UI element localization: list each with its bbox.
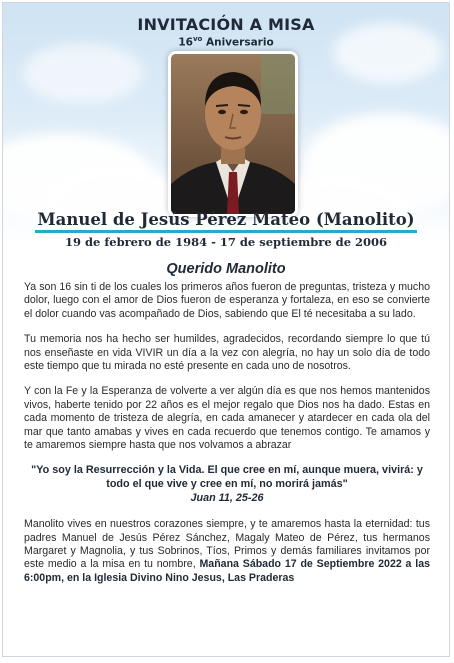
paragraph: Y con la Fe y la Esperanza de volverte a ver algún día es que nos hemos mantenidos vivos, haberte tenido por 22 años es el mejor regalo que Dios nos ha dado. Estas en cada momento de tristeza de alegría, en cada amanecer y atardecer en cada ola del mar que tanto amabas y vives en cada recuerdo que tenemos contigo. Te amamos y te amaremos siempre hasta que nos volvamos a abrazar (24, 385, 430, 452)
closing-text: Manolito vives en nuestros corazones siempre, y te amaremos hasta la eternidad: tus padres Manuel de Jesús Pérez Sánchez, Magaly Mateo de Pérez, tus hermanos Margaret y Magnolia, y tus Sobrinos, Tíos, Primos y demás familiares invitamos por este medio a la misa en tu nombre, (24, 518, 430, 571)
bible-quote (24, 464, 430, 505)
invitation-title: INVITACIÓN A MISA (137, 15, 315, 34)
mass-details: Mañana Sábado 17 de Septiembre 2022 a las 6:00pm, en la Iglesia Divino Nino Jesus, Las Praderas (24, 558, 430, 584)
closing-paragraph (24, 518, 430, 585)
quote-text: "Yo soy la Resurrección y la Vida. El que cree en mí, aunque muera, vivirá: y todo el que vive y cree en mí, no morirá jamás" (31, 464, 423, 491)
message-body (24, 281, 430, 597)
person-name (3, 210, 449, 229)
person-name-text: Manuel de Jesús Pérez Mateo (Manolito) (35, 210, 416, 233)
quote-reference: Juan 11, 25-26 (190, 491, 264, 504)
invitation-card (2, 2, 450, 657)
paragraph: Tu memoria nos ha hecho ser humildes, agradecidos, recordando siempre lo que tú nos enseñaste en vida VIVIR un día a la vez con alegría, no hay un solo día de todo este tiempo que tu mirada no esté presente en cada uno de nosotros. (24, 333, 430, 373)
anniversary-label (3, 35, 449, 49)
paragraph: Ya son 16 sin ti de los cuales los primeros años fueron de preguntas, tristeza y mucho dolor, luego con el amor de Dios fueron de esperanza y fortaleza, en eso se convierte el dolor cuando vas acompañado de Dios, sabiendo que El té necesitaba a su lado. (24, 281, 430, 320)
header (3, 15, 449, 49)
anniversary-text: Aniversario (205, 36, 274, 49)
anniversary-suffix: vo (192, 35, 203, 43)
life-dates: 19 de febrero de 1984 - 17 de septiembre de 2006 (64, 235, 388, 249)
portrait-photo (168, 51, 298, 217)
greeting: Querido Manolito (166, 261, 286, 277)
anniversary-number: 16 (178, 36, 193, 49)
